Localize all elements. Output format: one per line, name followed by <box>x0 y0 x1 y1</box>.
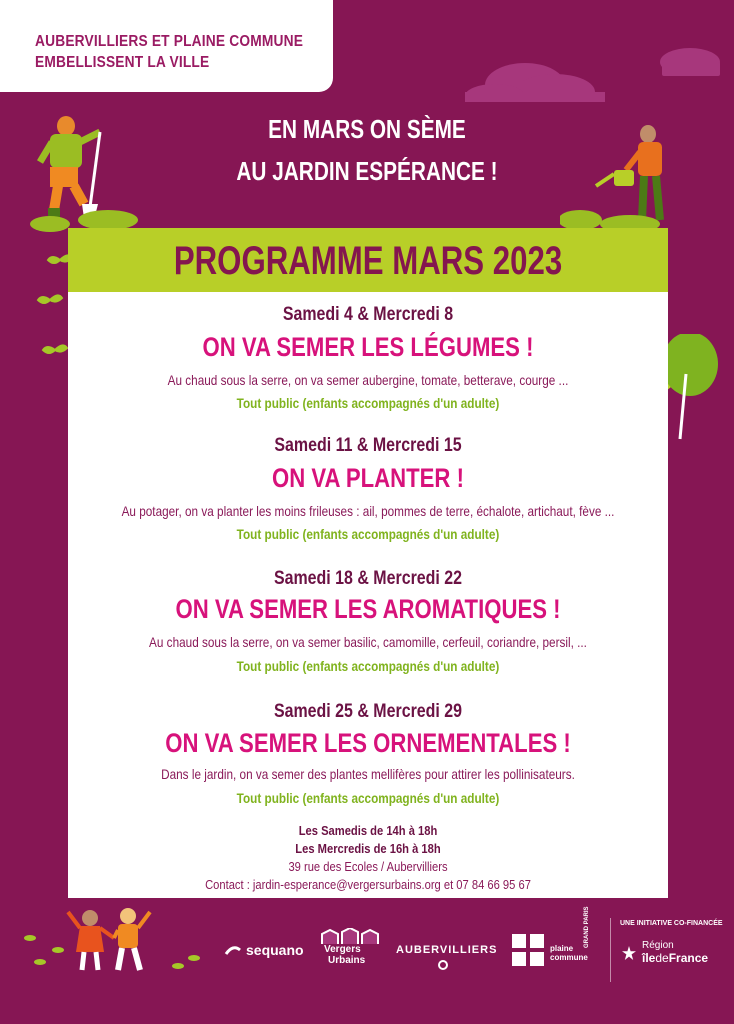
grand-paris-text: GRAND PARIS <box>584 906 590 948</box>
vergers-urbains-logo <box>318 928 384 972</box>
urbains-text: Urbains <box>328 955 366 966</box>
saturday-hours: Les Samedis de 14h à 18h <box>298 823 438 838</box>
event-1-description: Au chaud sous la serre, on va semer aubergine, tomate, betterave, courge ... <box>167 372 569 388</box>
sequano-mark-icon <box>224 944 242 958</box>
programme-band <box>68 228 668 292</box>
event-4-title: ON VA SEMER LES ORNEMENTALES ! <box>165 728 571 758</box>
event-1-title: ON VA SEMER LES LÉGUMES ! <box>202 332 534 362</box>
event-1-date: Samedi 4 & Mercredi 8 <box>282 304 454 325</box>
event-2-audience: Tout public (enfants accompagnés d'un adulte) <box>236 526 500 542</box>
top-banner <box>0 0 333 92</box>
region-text: Région <box>642 940 674 951</box>
event-4-description: Dans le jardin, on va semer des plantes mellifères pour attirer les pollinisateurs. <box>161 766 575 782</box>
headline-line-1: EN MARS ON SÈME <box>268 114 466 144</box>
footer-divider <box>610 918 611 982</box>
event-4-date: Samedi 25 & Mercredi 29 <box>273 701 463 722</box>
ile-text: île <box>642 951 656 965</box>
plaine-commune-logo <box>510 906 606 972</box>
vergers-text: Vergers <box>324 944 361 955</box>
region-idf-logo <box>622 940 722 970</box>
star-icon <box>622 946 636 960</box>
children-illustration <box>18 900 208 990</box>
sequano-logo <box>224 940 304 964</box>
plaine-text: plaine <box>550 944 574 953</box>
cloud-decoration <box>460 30 720 102</box>
banner-line-1: AUBERVILLIERS ET PLAINE COMMUNE <box>35 33 304 50</box>
programme-title: PROGRAMME MARS 2023 <box>173 239 563 283</box>
gardener-icon <box>40 116 100 220</box>
programme-card <box>68 292 668 898</box>
event-3-title: ON VA SEMER LES AROMATIQUES ! <box>175 594 561 624</box>
puzzle-icon <box>510 932 546 968</box>
contact-line: Contact : jardin-esperance@vergersurbains.org et 07 84 66 95 67 <box>205 877 531 892</box>
commune-text: commune <box>550 953 588 962</box>
event-4-audience: Tout public (enfants accompagnés d'un adulte) <box>236 790 500 806</box>
address: 39 rue des Ecoles / Aubervilliers <box>288 859 448 874</box>
banner-line-2: EMBELLISSENT LA VILLE <box>35 54 210 71</box>
aubervilliers-logo <box>396 944 496 974</box>
headline-line-2: AU JARDIN ESPÉRANCE ! <box>236 156 498 186</box>
watering-can-icon <box>596 170 634 186</box>
event-3-date: Samedi 18 & Mercredi 22 <box>273 568 463 589</box>
sequano-text: sequano <box>246 942 304 958</box>
gardener-with-shovel-illustration <box>30 112 140 232</box>
event-1-audience: Tout public (enfants accompagnés d'un adulte) <box>236 395 500 411</box>
children-icon <box>68 908 150 970</box>
de-text: de <box>655 951 669 965</box>
gardener-watering-illustration <box>560 120 690 232</box>
event-3-description: Au chaud sous la serre, on va semer basilic, camomille, cerfeuil, coriandre, persil, ... <box>149 634 587 650</box>
iledefrance-text <box>642 951 708 965</box>
cofinance-label: UNE INITIATIVE CO-FINANCÉE <box>620 920 723 927</box>
event-3-audience: Tout public (enfants accompagnés d'un adulte) <box>236 658 500 674</box>
sprout-icon <box>24 935 200 969</box>
cloud-icon <box>465 48 720 102</box>
aubervilliers-mark-icon <box>438 960 448 970</box>
aubervilliers-text: AUBERVILLIERS <box>396 944 498 956</box>
event-2-title: ON VA PLANTER ! <box>272 463 464 493</box>
france-text: France <box>668 951 709 965</box>
wednesday-hours: Les Mercredis de 16h à 18h <box>295 841 441 856</box>
event-2-description: Au potager, on va planter les moins frileuses : ail, pommes de terre, échalote, artichaut, fève ... <box>121 503 615 519</box>
event-2-date: Samedi 11 & Mercredi 15 <box>274 435 462 456</box>
city-skyline-icon <box>320 928 380 944</box>
